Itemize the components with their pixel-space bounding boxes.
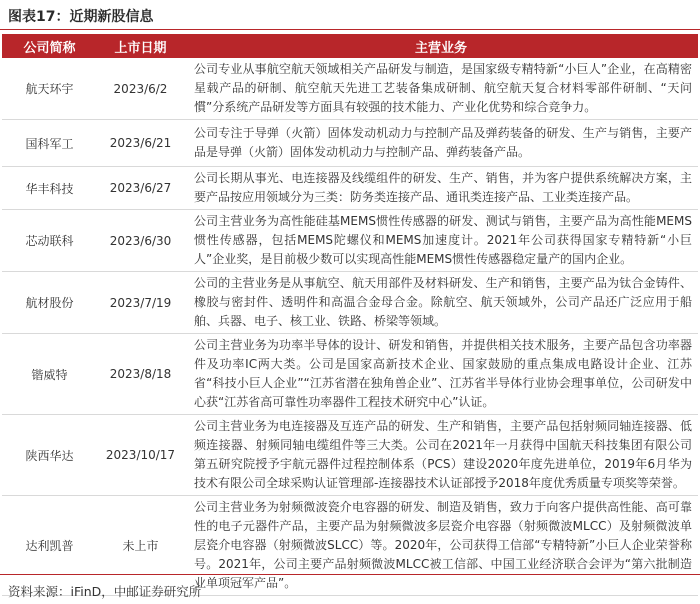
company-name: 国科军工 (2, 120, 97, 167)
table-row (2, 167, 698, 210)
table-row (2, 334, 698, 415)
listing-date: 2023/6/27 (97, 167, 184, 210)
main-business: 公司主营业务为电连接器及互连产品的研发、生产和销售，主要产品包括射频同轴连接器、低频连接器、射频同轴电缆组件等三大类。公司在2021年一月获得中国航天科技集团有限公司第五研究院授予宇航元器件过程控制体系（PCS）建设2020年度先进单位，2019年6月华为技术有限公司全球采购认证管理部-连接器技术认证部授予2018年度优秀质量专项奖等荣誉。 (184, 415, 698, 496)
ipo-info-table (2, 34, 698, 596)
chart-title-bar (0, 0, 700, 30)
listing-date: 2023/6/21 (97, 120, 184, 167)
table-row (2, 272, 698, 334)
main-business: 公司专注于导弹（火箭）固体发动机动力与控制产品及弹药装备的研发、生产与销售，主要产品是导弹（火箭）固体发动机动力与控制产品、弹药装备产品。 (184, 120, 698, 167)
table-header-row (2, 34, 698, 58)
source-note: 资料来源：iFinD，中邮证券研究所 (8, 584, 202, 599)
main-business: 公司的主营业务是从事航空、航天用部件及材料研发、生产和销售，主要产品为钛合金铸件、橡胶与密封件、透明件和高温合金母合金。除航空、航天领域外，公司产品还广泛应用于船舶、兵器、电子、核工业、铁路、桥梁等领域。 (184, 272, 698, 334)
listing-date: 2023/6/30 (97, 210, 184, 272)
column-header-business: 主营业务 (184, 34, 698, 58)
listing-date: 2023/10/17 (97, 415, 184, 496)
listing-date: 2023/6/2 (97, 58, 184, 120)
company-name: 航材股份 (2, 272, 97, 334)
table-row (2, 210, 698, 272)
column-header-date: 上市日期 (97, 34, 184, 58)
column-header-name: 公司简称 (2, 34, 97, 58)
listing-date: 2023/7/19 (97, 272, 184, 334)
main-business: 公司主营业务为射频微波瓷介电容器的研发、制造及销售，致力于向客户提供高性能、高可靠性的电子元器件产品，主要产品为射频微波多层瓷介电容器（射频微波MLCC）及射频微波单层瓷介电容器（射频微波SLCC）等。2020年，公司获得工信部“专精特新”小巨人企业荣誉称号。2021年，公司主要产品射频微波MLCC被工信部、中国工业经济联合会评为“第六批制造业单项冠军产品”。 (184, 496, 698, 596)
company-name: 芯动联科 (2, 210, 97, 272)
main-business: 公司长期从事光、电连接器及线缆组件的研发、生产、销售，并为客户提供系统解决方案，主要产品按应用领域分为三类：防务类连接产品、通讯类连接产品、工业类连接产品。 (184, 167, 698, 210)
company-name: 航天环宇 (2, 58, 97, 120)
table-row (2, 120, 698, 167)
table-row (2, 58, 698, 120)
main-business: 公司专业从事航空航天领域相关产品研发与制造，是国家级专精特新“小巨人”企业，在高精密星载产品的研制、航空航天先进工艺装备集成研制、航空航天复合材料零部件研制、“天问慣”分系统产品研发等方面具有较强的技术能力、产业化优势和综合竞争力。 (184, 58, 698, 120)
main-business: 公司主营业务为功率半导体的设计、研发和销售，并提供相关技术服务，主要产品包含功率器件及功率IC两大类。公司是国家高新技术企业、国家鼓励的重点集成电路设计企业、江苏省“科技小巨人企业”“江苏省潜在独角兽企业”、江苏省半导体行业协会理事单位，公司研发中心获“江苏省高可靠性功率器件工程技术研究中心”认证。 (184, 334, 698, 415)
main-business: 公司主营业务为高性能硅基MEMS惯性传感器的研发、测试与销售，主要产品为高性能MEMS惯性传感器，包括MEMS陀螺仪和MEMS加速度计。2021年公司获得国家专精特新“小巨人”企业奖，是目前极少数可以实现高性能MEMS惯性传感器稳定量产的国内企业。 (184, 210, 698, 272)
listing-date: 未上市 (97, 496, 184, 596)
source-footer (0, 574, 700, 604)
company-name: 陕西华达 (2, 415, 97, 496)
listing-date: 2023/8/18 (97, 334, 184, 415)
company-name: 锴威特 (2, 334, 97, 415)
table-row (2, 415, 698, 496)
chart-title: 图表17：近期新股信息 (8, 9, 154, 25)
company-name: 华丰科技 (2, 167, 97, 210)
company-name: 达利凯普 (2, 496, 97, 596)
